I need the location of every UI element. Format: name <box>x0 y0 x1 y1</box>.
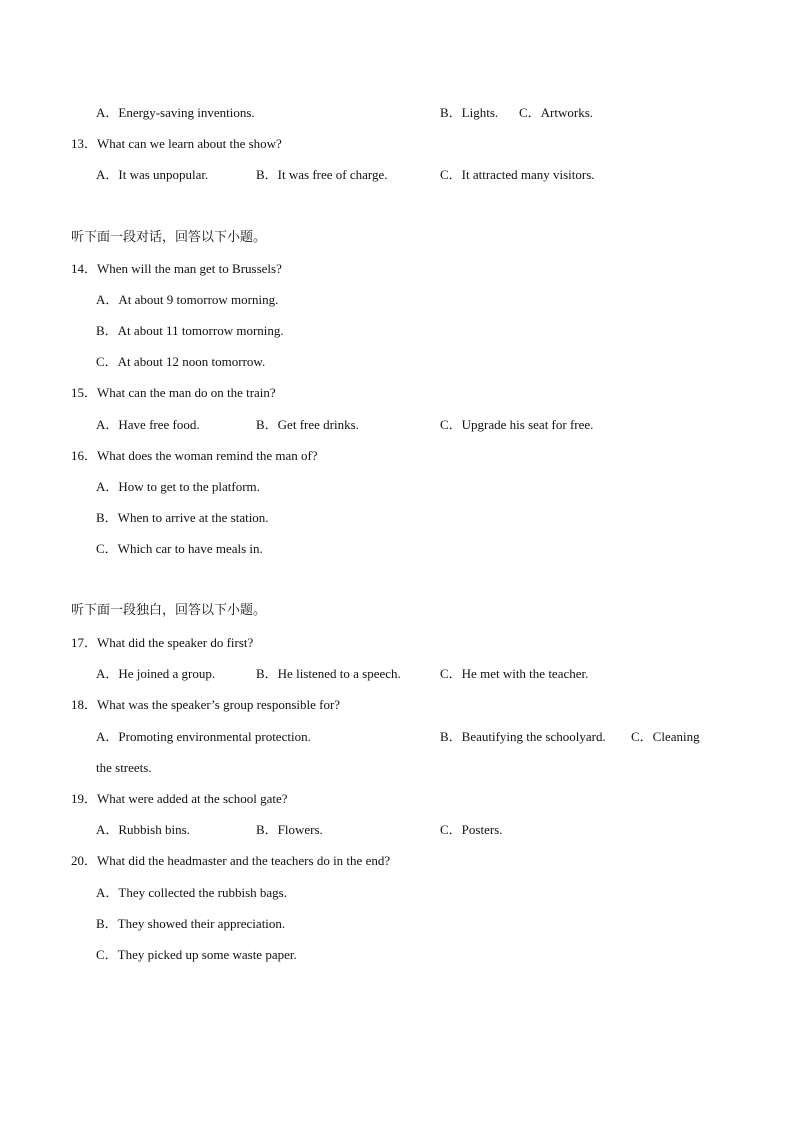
q15-option-c: C．Upgrade his seat for free. <box>440 417 594 432</box>
q20-stem: 20．What did the headmaster and the teachers do in the end? <box>71 853 391 868</box>
q15-option-b: B．Get free drinks. <box>256 417 359 432</box>
q17-option-b: B．He listened to a speech. <box>256 666 401 681</box>
q12-option-a: A．Energy-saving inventions. <box>96 105 255 120</box>
q12-option-c: C．Artworks. <box>519 105 594 120</box>
q14-option-b: B．At about 11 tomorrow morning. <box>96 323 284 338</box>
q16-option-c: C．Which car to have meals in. <box>96 541 263 556</box>
q13-option-b: B．It was free of charge. <box>256 167 388 182</box>
q19-option-c: C．Posters. <box>440 822 503 837</box>
section-heading-dialogue: 听下面一段对话，回答以下小题。 <box>71 230 267 245</box>
q19-option-a: A．Rubbish bins. <box>96 822 190 837</box>
q18-stem: 18．What was the speaker’s group responsible for? <box>71 697 341 712</box>
section-heading-monologue: 听下面一段独白，回答以下小题。 <box>71 603 267 618</box>
q15-stem: 15．What can the man do on the train? <box>71 385 276 400</box>
q18-option-a: A．Promoting environmental protection. <box>96 729 311 744</box>
q20-option-c: C．They picked up some waste paper. <box>96 947 297 962</box>
q14-option-a: A．At about 9 tomorrow morning. <box>96 292 279 307</box>
q16-option-b: B．When to arrive at the station. <box>96 510 269 525</box>
q20-option-a: A．They collected the rubbish bags. <box>96 885 287 900</box>
q19-option-b: B．Flowers. <box>256 822 323 837</box>
q13-option-c: C．It attracted many visitors. <box>440 167 595 182</box>
q14-option-c: C．At about 12 noon tomorrow. <box>96 354 266 369</box>
q13-option-a: A．It was unpopular. <box>96 167 209 182</box>
q15-option-a: A．Have free food. <box>96 417 200 432</box>
q18-option-c-continuation: the streets. <box>96 760 152 775</box>
q18-option-b: B．Beautifying the schoolyard. <box>440 729 606 744</box>
q16-option-a: A．How to get to the platform. <box>96 479 260 494</box>
q12-option-b: B．Lights. <box>440 105 499 120</box>
q17-option-a: A．He joined a group. <box>96 666 216 681</box>
q18-option-c: C．Cleaning <box>631 729 700 744</box>
q16-stem: 16．What does the woman remind the man of? <box>71 448 318 463</box>
q17-stem: 17．What did the speaker do first? <box>71 635 254 650</box>
q13-stem: 13．What can we learn about the show? <box>71 136 282 151</box>
q19-stem: 19．What were added at the school gate? <box>71 791 288 806</box>
q20-option-b: B．They showed their appreciation. <box>96 916 286 931</box>
q14-stem: 14．When will the man get to Brussels? <box>71 261 282 276</box>
q17-option-c: C．He met with the teacher. <box>440 666 589 681</box>
